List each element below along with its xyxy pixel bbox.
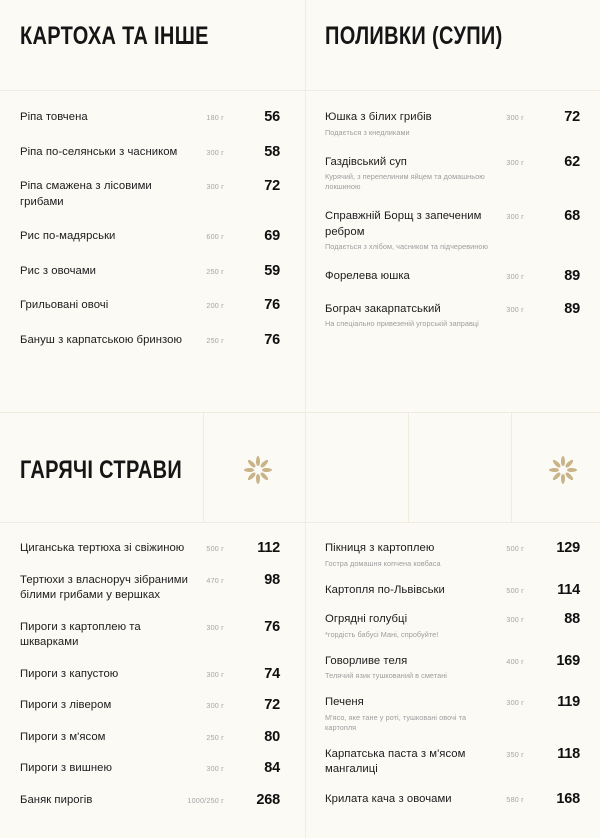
- menu-item-description: Подається з хлібом, часником та підчеревиною: [325, 242, 489, 251]
- menu-item: [20, 730, 300, 746]
- menu-item-name: Печеня: [325, 696, 364, 708]
- menu-item-weight: 600 г: [206, 232, 224, 241]
- menu-item-weight: 180 г: [206, 113, 224, 122]
- menu-item-weight: 400 г: [506, 656, 524, 666]
- menu-item-name: Пироги з лівером: [20, 699, 112, 711]
- menu-item-price: 88: [564, 611, 580, 627]
- menu-item-name: Грильовані овочі: [20, 299, 109, 311]
- menu-item-name: Крилата кача з овочами: [325, 792, 452, 805]
- menu-item-text: [20, 179, 195, 210]
- menu-item-text: [20, 667, 118, 683]
- menu-item-name: Карпатська паста з м'ясом мангалиці: [325, 747, 466, 775]
- menu-item-description: *гордість бабусі Мані, спробуйте!: [325, 629, 439, 639]
- menu-item-name: Ріпа товчена: [20, 111, 88, 123]
- divider-vertical-upper-list: [305, 90, 306, 412]
- menu-item-price: 89: [564, 268, 580, 284]
- menu-item-text: [20, 793, 92, 809]
- menu-item-weight: 500 г: [206, 544, 224, 553]
- menu-item-price: 112: [257, 540, 280, 556]
- menu-item-name: Тертюхи з власноруч зібраними білими грибами у вершках: [20, 573, 188, 601]
- menu-item-description: Телячий язик тушкований в сметані: [325, 671, 447, 680]
- menu-item: [325, 654, 600, 682]
- menu-item-weight: 300 г: [506, 157, 524, 167]
- menu-item-weight: 1000/250 г: [187, 795, 224, 805]
- menu-item-text: [20, 698, 111, 714]
- menu-item: [325, 612, 600, 640]
- menu-item-description: М'ясо, яке тане у роті, тушковані овочі та картопля: [325, 712, 467, 732]
- menu-item-description: Курячий, з перепелиним яйцем та домашньою локшиною: [325, 172, 485, 191]
- menu-item-name: Форелева юшка: [325, 270, 410, 282]
- menu-item-name: Баняк пирогів: [20, 793, 93, 806]
- menu-item-price: 168: [556, 790, 580, 807]
- menu-item-name: Картопля по-Львівськи: [325, 583, 445, 596]
- menu-item-weight: 300 г: [206, 622, 224, 632]
- menu-item: [325, 269, 600, 285]
- menu-item-name: Говорливе теля: [325, 654, 408, 667]
- section-title-polyvky: ПОЛИВКИ (СУПИ): [325, 22, 503, 50]
- menu-item-price: 59: [264, 262, 280, 279]
- menu-item-description: Подається з кнедликами: [325, 127, 410, 137]
- menu-item-weight: 300 г: [206, 701, 224, 710]
- menu-item: [20, 298, 300, 314]
- menu-item-price: 76: [264, 297, 280, 313]
- menu-item-name: Пироги з вишнею: [20, 762, 113, 774]
- menu-item: [20, 264, 300, 280]
- menu-item-text: [325, 209, 493, 252]
- menu-item-price: 169: [556, 652, 580, 669]
- menu-item-text: [20, 110, 88, 126]
- menu-item-price: 76: [264, 618, 280, 635]
- menu-item: [20, 793, 300, 809]
- menu-item-name: Юшка з білих грибів: [325, 111, 432, 123]
- menu-item-text: [325, 155, 493, 193]
- divider-vertical-lower-list: [305, 522, 306, 838]
- menu-item-text: [325, 541, 441, 569]
- menu-item-text: [325, 302, 479, 330]
- menu-item: [325, 792, 600, 808]
- menu-item-text: [20, 730, 106, 746]
- section-title-haryachi: ГАРЯЧІ СТРАВИ: [20, 456, 183, 484]
- divider-horizontal-mid: [0, 412, 600, 413]
- menu-item-weight: 500 г: [506, 544, 524, 553]
- menu-item-price: 76: [264, 331, 280, 348]
- menu-item-name: Газдівський суп: [325, 155, 407, 168]
- menu-item-name: Богpач закарпатський: [325, 302, 441, 315]
- menu-item: [20, 229, 300, 245]
- menu-item: [325, 155, 600, 193]
- menu-item-name: Огрядні голубці: [325, 613, 408, 625]
- menu-item-name: Ріпа смажена з лісовими грибами: [20, 180, 152, 208]
- menu-item-price: 72: [264, 178, 280, 194]
- menu-item-price: 58: [264, 143, 280, 160]
- menu-item-price: 84: [264, 760, 280, 776]
- menu-list-haryachi-left: [20, 541, 300, 824]
- menu-item-weight: 250 г: [206, 335, 224, 345]
- menu-item-price: 118: [557, 745, 580, 762]
- divider-horizontal-band-bottom: [0, 522, 600, 523]
- divider-vertical-band-4: [511, 412, 512, 522]
- menu-item-name: Рис по-мадярськи: [20, 230, 116, 242]
- menu-item-price: 119: [557, 694, 580, 710]
- menu-item: [20, 110, 300, 126]
- menu-item: [20, 541, 300, 557]
- starburst-ornament-icon: [241, 453, 275, 487]
- menu-list-haryachi-right: [325, 541, 600, 821]
- menu-item-text: [325, 654, 447, 682]
- menu-item-price: 72: [564, 109, 580, 125]
- divider-vertical-band-1: [203, 412, 204, 522]
- menu-item-weight: 350 г: [506, 749, 524, 759]
- menu-item-weight: 250 г: [206, 732, 224, 742]
- menu-list-polyvky: [325, 110, 600, 346]
- menu-item-price: 68: [564, 208, 580, 224]
- starburst-ornament-icon-2: [546, 453, 580, 487]
- menu-item-price: 89: [564, 300, 580, 317]
- menu-item: [20, 667, 300, 683]
- menu-item-weight: 300 г: [506, 698, 524, 707]
- menu-item-weight: 580 г: [506, 794, 524, 804]
- menu-item-text: [20, 264, 96, 280]
- menu-item-description: Гостра домашня копчена ковбаса: [325, 558, 441, 568]
- menu-item-text: [325, 612, 438, 640]
- menu-item-name: Справжній Борщ з запеченим ребром: [325, 210, 482, 238]
- menu-item-price: 69: [264, 228, 280, 244]
- menu-item-weight: 300 г: [506, 212, 524, 221]
- menu-item-name: Рис з овочами: [20, 264, 97, 277]
- menu-item-price: 72: [264, 697, 280, 713]
- menu-list-kartokha: [20, 110, 300, 367]
- menu-item-weight: 300 г: [206, 147, 224, 157]
- menu-item: [325, 209, 600, 252]
- menu-item-text: [20, 333, 182, 349]
- menu-item-text: [325, 792, 452, 808]
- menu-item-text: [20, 145, 177, 161]
- menu-item-weight: 470 г: [206, 575, 224, 585]
- menu-item-text: [325, 269, 410, 285]
- menu-item: [20, 145, 300, 161]
- menu-item-text: [20, 573, 195, 604]
- menu-item-text: [325, 110, 432, 138]
- menu-item: [20, 761, 300, 777]
- menu-item-weight: 300 г: [506, 615, 524, 624]
- menu-item-text: [325, 583, 445, 599]
- menu-item-text: [20, 761, 112, 777]
- menu-item-name: Пироги з м'ясом: [20, 730, 106, 743]
- menu-item: [325, 747, 600, 778]
- menu-item-text: [325, 695, 493, 733]
- divider-vertical-top: [305, 0, 306, 90]
- menu-item: [325, 695, 600, 733]
- menu-item-weight: 300 г: [506, 113, 524, 122]
- divider-vertical-band-3: [408, 412, 409, 522]
- menu-item-weight: 300 г: [206, 764, 224, 773]
- menu-item: [20, 333, 300, 349]
- menu-item-price: 80: [264, 728, 280, 745]
- menu-item: [325, 302, 600, 330]
- menu-item: [20, 573, 300, 604]
- menu-item-price: 114: [557, 581, 580, 598]
- menu-item-price: 98: [264, 571, 280, 588]
- divider-vertical-band-2: [305, 412, 306, 522]
- menu-item-weight: 300 г: [506, 304, 524, 314]
- menu-item-price: 129: [556, 540, 580, 556]
- menu-item-weight: 200 г: [206, 301, 224, 310]
- menu-item-price: 74: [264, 665, 280, 682]
- menu-item-name: Пироги з картоплею та шкварками: [20, 620, 141, 648]
- menu-item-weight: 250 г: [206, 266, 224, 276]
- menu-item: [325, 541, 600, 569]
- menu-item-price: 268: [256, 791, 280, 808]
- divider-horizontal-top: [0, 90, 600, 91]
- menu-item-weight: 300 г: [206, 182, 224, 191]
- menu-item-text: [325, 747, 493, 778]
- menu-item: [325, 110, 600, 138]
- menu-item: [325, 583, 600, 599]
- menu-item-weight: 300 г: [506, 272, 524, 281]
- menu-item-name: Бануш з карпатською бринзою: [20, 333, 183, 346]
- menu-item-name: Ріпа по-селянськи з часником: [20, 145, 178, 158]
- menu-item-text: [20, 620, 195, 651]
- menu-item-weight: 300 г: [206, 669, 224, 679]
- menu-item-name: Пироги з капустою: [20, 667, 119, 680]
- menu-item-name: Циганська тертюха зі свіжиною: [20, 542, 185, 554]
- menu-item-price: 56: [264, 109, 280, 125]
- menu-item: [20, 620, 300, 651]
- section-title-kartokha: КАРТОХА ТА ІНШЕ: [20, 22, 209, 50]
- menu-item-description: На спеціально привезеній угорській заправці: [325, 319, 479, 328]
- menu-item: [20, 179, 300, 210]
- menu-item-weight: 500 г: [506, 585, 524, 595]
- menu-item-price: 62: [564, 153, 580, 170]
- menu-item: [20, 698, 300, 714]
- menu-item-text: [20, 229, 115, 245]
- menu-item-text: [20, 541, 184, 557]
- menu-item-name: Пікниця з картоплею: [325, 542, 435, 554]
- menu-item-text: [20, 298, 108, 314]
